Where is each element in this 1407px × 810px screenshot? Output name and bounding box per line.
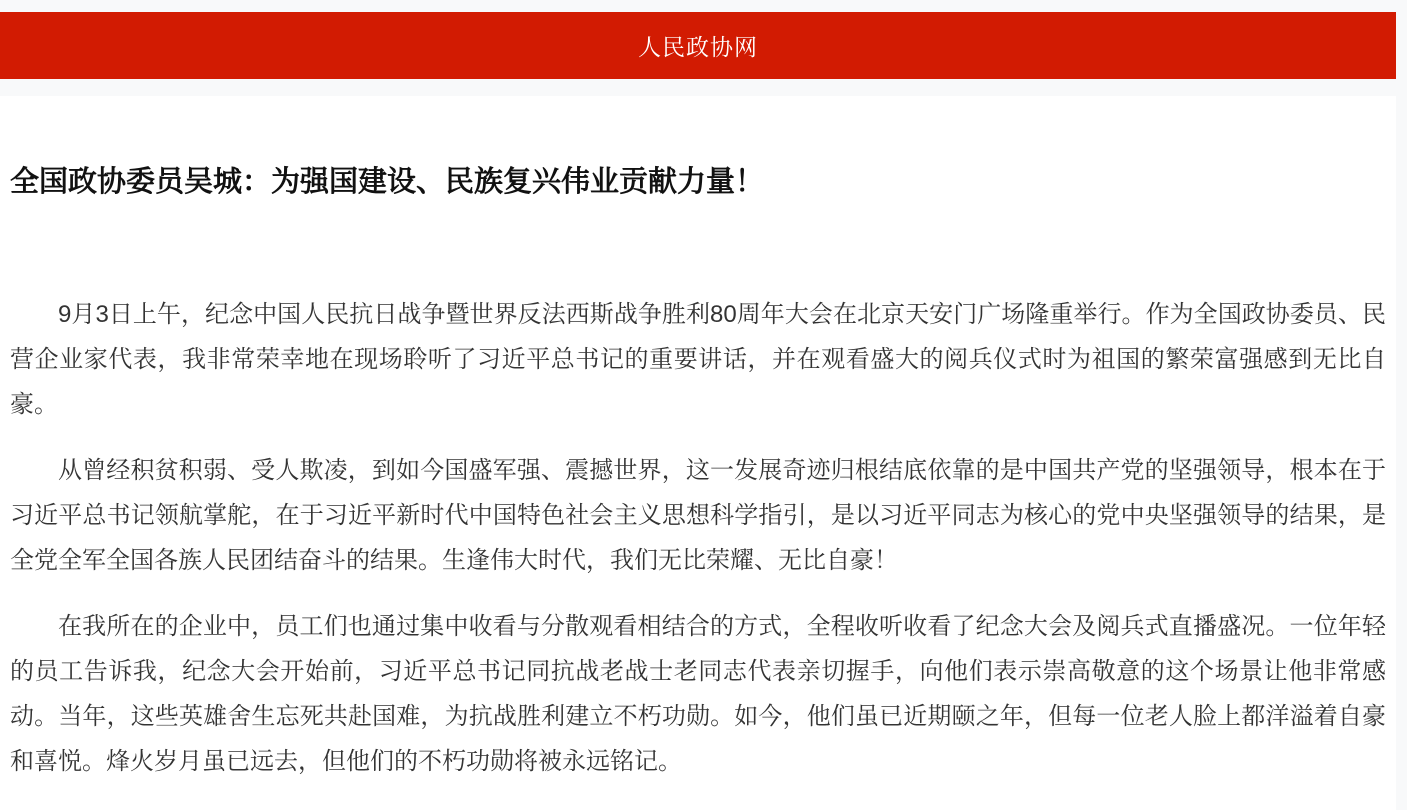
article-paragraph-2: 从曾经积贫积弱、受人欺凌，到如今国盛军强、震撼世界，这一发展奇迹归根结底依靠的是中国共产党的坚强领导，根本在于习近平总书记领航掌舵，在于习近平新时代中国特色社会主义思想科学指引，是以习近平同志为核心的党中央坚强领导的结果，是全党全军全国各族人民团结奋斗的结果。生逢伟大时代，我们无比荣耀、无比自豪！ [10,457,1386,574]
site-header-bar [0,12,1396,79]
article-paragraph-1: 9月3日上午，纪念中国人民抗日战争暨世界反法西斯战争胜利80周年大会在北京天安门广场隆重举行。作为全国政协委员、民营企业家代表，我非常荣幸地在现场聆听了习近平总书记的重要讲话，并在观看盛大的阅兵仪式时为祖国的繁荣富强感到无比自豪。 [10,301,1386,418]
article-content [0,96,1396,810]
scrollbar-track[interactable] [1396,0,1407,810]
article-paragraph-3: 在我所在的企业中，员工们也通过集中收看与分散观看相结合的方式，全程收听收看了纪念大会及阅兵式直播盛况。一位年轻的员工告诉我，纪念大会开始前，习近平总书记同抗战老战士老同志代表亲切握手，向他们表示崇高敬意的这个场景让他非常感动。当年，这些英雄舍生忘死共赴国难，为抗战胜利建立不朽功勋。如今，他们虽已近期颐之年，但每一位老人脸上都洋溢着自豪和喜悦。烽火岁月虽已远去，但他们的不朽功勋将被永远铭记。 [10,613,1386,775]
article-title: 全国政协委员吴城：为强国建设、民族复兴伟业贡献力量！ [10,166,765,198]
article-body [10,292,1386,784]
site-title[interactable]: 人民政协网 [638,34,758,60]
